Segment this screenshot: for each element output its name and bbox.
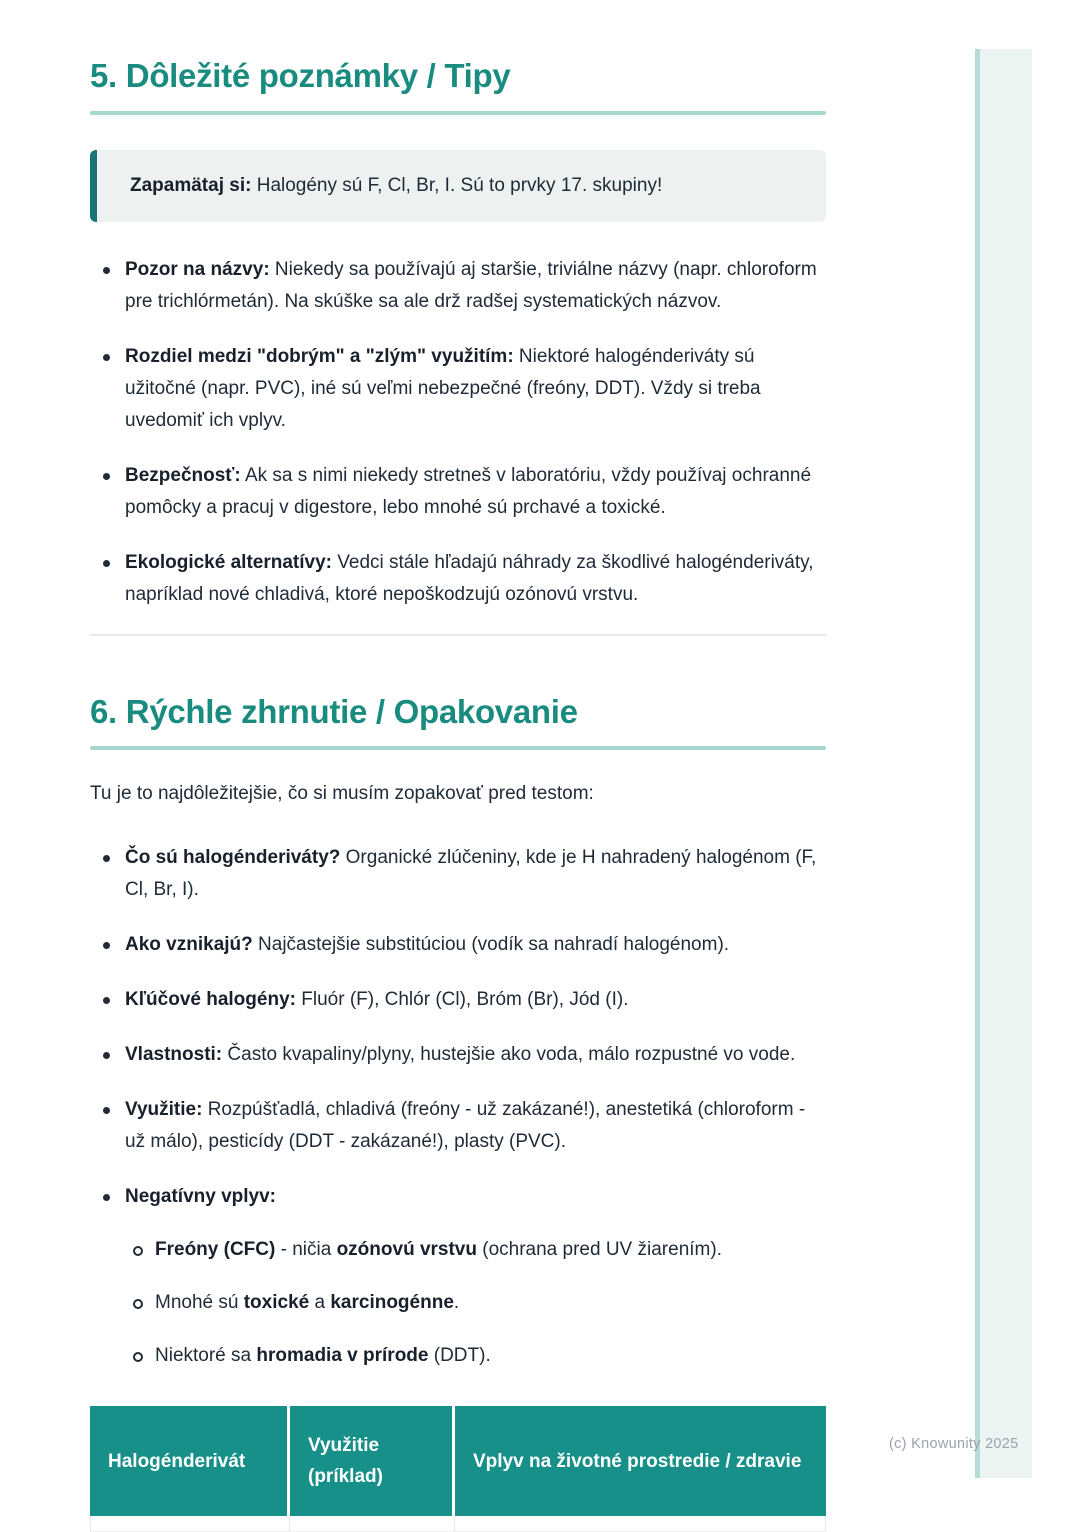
bold-text: Bezpečnosť: bbox=[125, 464, 241, 486]
section-5-underline bbox=[90, 111, 826, 115]
bold-text: Využitie: bbox=[125, 1099, 203, 1121]
table-header-row bbox=[90, 1406, 826, 1516]
summary-table-body bbox=[90, 1516, 826, 1532]
bold-text: Čo sú halogénderiváty? bbox=[125, 847, 341, 869]
summary-table bbox=[90, 1406, 826, 1532]
section-5 bbox=[90, 56, 826, 611]
bold-text: Rozdiel medzi "dobrým" a "zlým" využitím: bbox=[125, 345, 514, 367]
bold-text: Ekologické alternatívy: bbox=[125, 551, 332, 573]
table-row bbox=[90, 1516, 826, 1532]
list-item: Ekologické alternatívy: Vedci stále hľadajú náhrady za škodlivé halogénderiváty, napríklad nové chladivá, ktoré nepoškodzujú ozónovú vrstvu. bbox=[90, 547, 826, 611]
bold-text: toxické bbox=[243, 1292, 310, 1314]
sub-list-item: Freóny (CFC) - ničia ozónovú vrstvu (ochrana pred UV žiarením). bbox=[125, 1234, 826, 1266]
bold-text: ozónovú vrstvu bbox=[336, 1239, 477, 1261]
list-item: Rozdiel medzi "dobrým" a "zlým" využitím: Niektoré halogénderiváty sú užitočné (napr. PVC), iné sú veľmi nebezpečné (freóny, DDT). Vždy si treba uvedomiť ich vplyv. bbox=[90, 341, 826, 437]
list-item: Využitie: Rozpúšťadlá, chladivá (freóny - už zakázané!), anestetiká (chloroform - už málo), pesticídy (DDT - zakázané!), plasty (PVC). bbox=[90, 1094, 826, 1158]
list-item: Kľúčové halogény: Fluór (F), Chlór (Cl), Bróm (Br), Jód (I). bbox=[90, 984, 826, 1016]
copyright-text: (c) Knowunity 2025 bbox=[889, 1436, 1019, 1452]
bold-text: hromadia v prírode bbox=[256, 1345, 429, 1367]
sub-list-item: Niektoré sa hromadia v prírode (DDT). bbox=[125, 1340, 826, 1372]
list-item: Ako vznikajú? Najčastejšie substitúciou (vodík sa nahradí halogénom). bbox=[90, 929, 826, 961]
section-6-list bbox=[90, 842, 826, 1372]
section-divider bbox=[90, 634, 826, 636]
table-header-halogenderivat: Halogénderivát bbox=[90, 1406, 290, 1516]
bold-text: Ako vznikajú? bbox=[125, 934, 253, 956]
summary-table-header bbox=[90, 1406, 826, 1516]
sub-list-item: Mnohé sú toxické a karcinogénne. bbox=[125, 1287, 826, 1319]
section-6-title: 6. Rýchle zhrnutie / Opakovanie bbox=[90, 692, 578, 730]
document-content bbox=[90, 0, 826, 1532]
callout-lead: Zapamätaj si: bbox=[130, 174, 252, 196]
table-cell bbox=[90, 1516, 290, 1532]
table-header-vplyv: Vplyv na životné prostredie / zdravie bbox=[455, 1406, 826, 1516]
bold-text: Kľúčové halogény: bbox=[125, 989, 296, 1011]
table-cell bbox=[290, 1516, 455, 1532]
bold-text: Negatívny vplyv: bbox=[125, 1186, 276, 1208]
sub-list bbox=[125, 1234, 826, 1372]
section-5-list bbox=[90, 254, 826, 611]
callout-box bbox=[90, 150, 826, 222]
bold-text: Freóny (CFC) bbox=[155, 1239, 276, 1261]
table-header-vyuzitie: Využitie (príklad) bbox=[290, 1406, 455, 1516]
section-6-intro: Tu je to najdôležitejšie, čo si musím zopakovať pred testom: bbox=[90, 783, 594, 805]
list-item: Vlastnosti: Často kvapaliny/plyny, hustejšie ako voda, málo rozpustné vo vode. bbox=[90, 1039, 826, 1071]
list-item: Pozor na názvy: Niekedy sa používajú aj staršie, triviálne názvy (napr. chloroform pre trichlórmetán). Na skúške sa ale drž radšej systematických názvov. bbox=[90, 254, 826, 318]
bold-text: Pozor na názvy: bbox=[125, 258, 270, 280]
list-item bbox=[90, 1181, 826, 1372]
callout-body: Halogény sú F, Cl, Br, I. Sú to prvky 17. skupiny! bbox=[251, 174, 663, 196]
list-item: Bezpečnosť: Ak sa s nimi niekedy stretneš v laboratóriu, vždy používaj ochranné pomôcky a pracuj v digestore, lebo mnohé sú prchavé a toxické. bbox=[90, 460, 826, 524]
table-cell bbox=[455, 1516, 826, 1532]
list-item: Čo sú halogénderiváty? Organické zlúčeniny, kde je H nahradený halogénom (F, Cl, Br, I). bbox=[90, 842, 826, 906]
page-edge-strip bbox=[975, 49, 1032, 1478]
callout-text bbox=[130, 170, 802, 202]
section-6 bbox=[90, 692, 826, 1532]
bold-text: Vlastnosti: bbox=[125, 1044, 223, 1066]
section-6-underline bbox=[90, 746, 826, 750]
section-5-title: 5. Dôležité poznámky / Tipy bbox=[90, 57, 511, 94]
bold-text: karcinogénne bbox=[330, 1292, 454, 1314]
